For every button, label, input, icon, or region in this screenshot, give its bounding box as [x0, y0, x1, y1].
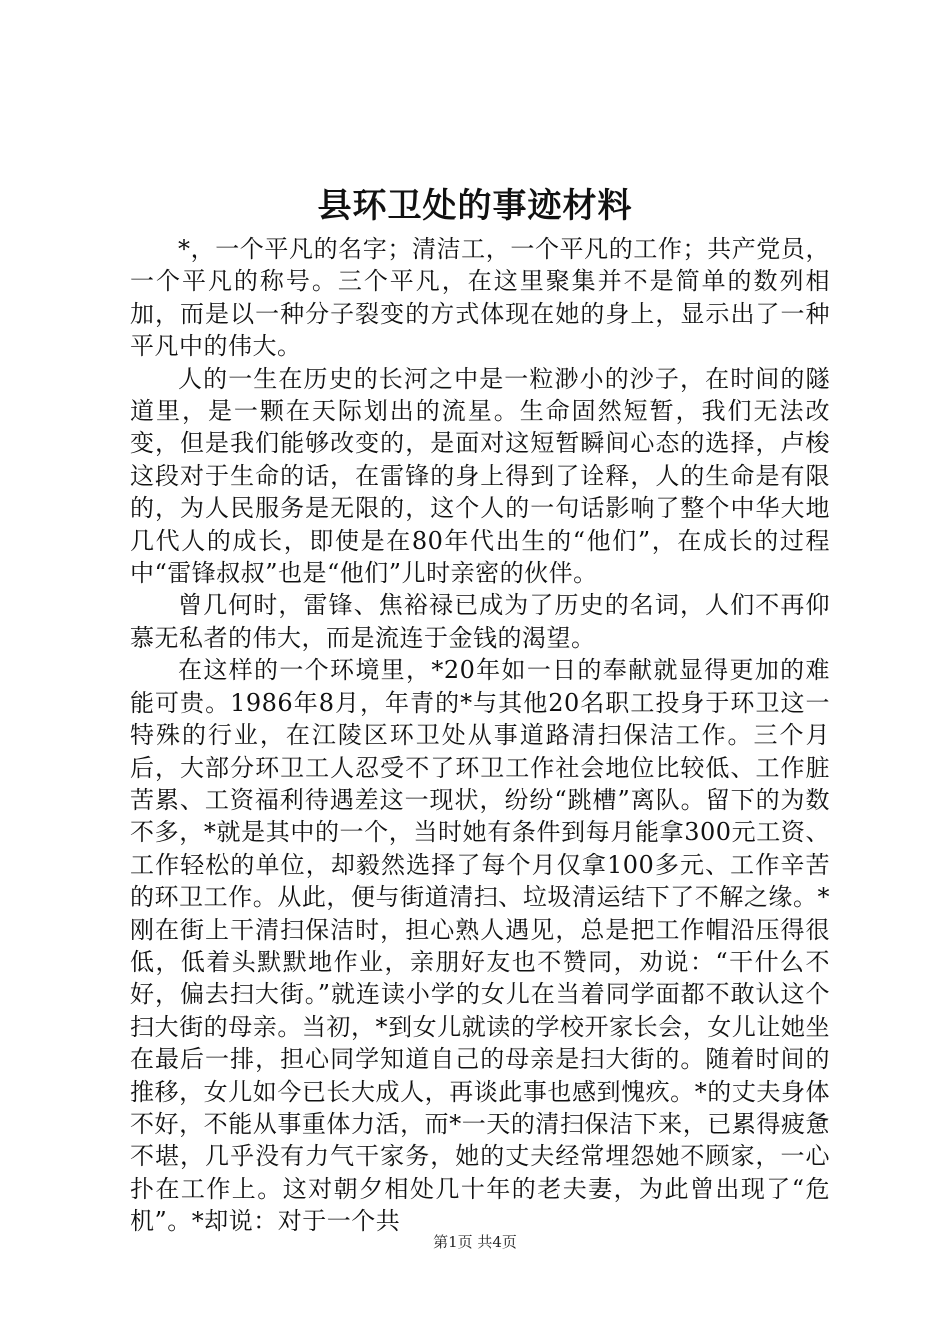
paragraph-2: 人的一生在历史的长河之中是一粒渺小的沙子，在时间的隧道里，是一颗在天际划出的流星。生命固然短暂，我们无法改变，但是我们能够改变的，是面对这短暂瞬间心态的选择，卢梭这段对于生命的话，在雷锋的身上得到了诠释，人的生命是有限的，为人民服务是无限的，这个人的一句话影响了整个中华大地几代人的成长，即使是在80年代出生的“他们”，在成长的过程中“雷锋叔叔”也是“他们”儿时亲密的伙伴。: [130, 364, 830, 588]
paragraph-4: 在这样的一个环境里，*20年如一日的奉献就显得更加的难能可贵。1986年8月，年青的*与其他20名职工投身于环卫这一特殊的行业，在江陵区环卫处从事道路清扫保洁工作。三个月后，大部分环卫工人忍受不了环卫工作社会地位比较低、工作脏苦累、工资福利待遇差这一现状，纷纷“跳槽”离队。留下的为数不多，*就是其中的一个，当时她有条件到每月能拿300元工资、工作轻松的单位，却毅然选择了每个月仅拿100多元、工作辛苦的环卫工作。从此，便与街道清扫、垃圾清运结下了不解之缘。*刚在街上干清扫保洁时，担心熟人遇见，总是把工作帽沿压得很低，低着头默默地作业，亲朋好友也不赞同，劝说：“干什么不好，偏去扫大街。”就连读小学的女儿在当着同学面都不敢认这个扫大街的母亲。当初，*到女儿就读的学校开家长会，女儿让她坐在最后一排，担心同学知道自己的母亲是扫大街的。随着时间的推移，女儿如今已长大成人，再谈此事也感到愧疚。*的丈夫身体不好，不能从事重体力活，而*一天的清扫保洁下来，已累得疲惫不堪，几乎没有力气干家务，她的丈夫经常埋怨她不顾家，一心扑在工作上。这对朝夕相处几十年的老夫妻，为此曾出现了“危机”。*却说：对于一个共: [130, 656, 830, 1236]
page-number-footer: 第1页 共4页: [433, 1233, 517, 1251]
document-title: 县环卫处的事迹材料: [317, 186, 633, 226]
paragraph-3: 曾几何时，雷锋、焦裕禄已成为了历史的名词，人们不再仰慕无私者的伟大，而是流连于金钱的渴望。: [130, 591, 830, 652]
document-body: [130, 233, 830, 1238]
paragraph-1: *，一个平凡的名字；清洁工，一个平凡的工作；共产党员，一个平凡的称号。三个平凡，在这里聚集并不是简单的数列相加，而是以一种分子裂变的方式体现在她的身上，显示出了一种平凡中的伟大。: [130, 235, 830, 361]
